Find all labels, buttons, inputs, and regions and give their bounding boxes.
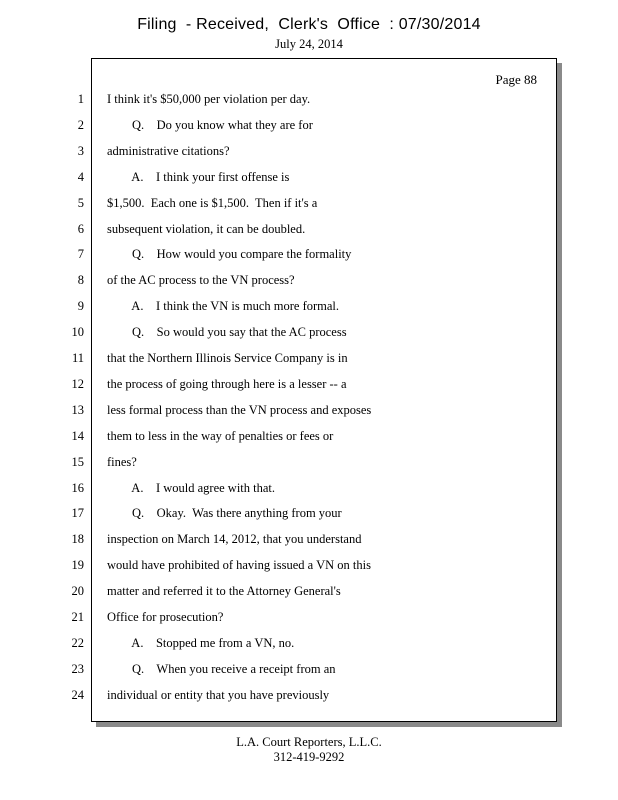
line-number: 8 [77, 273, 84, 288]
line-number: 13 [71, 402, 84, 417]
line-number: 23 [71, 661, 84, 676]
line-number: 18 [71, 532, 84, 547]
line-number: 24 [71, 687, 84, 702]
transcript-line [0, 170, 618, 190]
line-text: Office for prosecution? [107, 610, 224, 624]
transcript-date: July 24, 2014 [275, 37, 343, 51]
transcript-line [0, 377, 618, 397]
line-number: 21 [71, 610, 84, 624]
line-text: A. Stopped me from a VN, no. [107, 635, 295, 650]
transcript-line [0, 636, 618, 656]
line-text: A. I would agree with that. [107, 480, 276, 495]
transcript-line [0, 584, 618, 604]
line-number: 19 [71, 558, 84, 573]
line-text: Q. So would you say that the AC process [107, 325, 347, 340]
transcript-line [0, 610, 618, 630]
transcript-line [0, 688, 618, 708]
transcript-line [0, 222, 618, 242]
transcript-line [0, 481, 618, 501]
page-number: Page 88 [495, 72, 537, 87]
line-text: A. I think the VN is much more formal. [107, 299, 340, 314]
transcript-line [0, 351, 618, 371]
line-number: 1 [77, 92, 84, 106]
court-reporter-company: L.A. Court Reporters, L.L.C. [236, 735, 382, 749]
line-text: inspection on March 14, 2012, that you understand [107, 532, 362, 547]
line-number: 3 [77, 143, 84, 158]
line-text: A. I think your first offense is [107, 169, 290, 184]
transcript-line [0, 558, 618, 578]
transcript-line [0, 118, 618, 138]
line-number: 15 [71, 454, 84, 469]
line-text: of the AC process to the VN process? [107, 273, 295, 288]
transcript-line [0, 196, 618, 216]
line-text: individual or entity that you have previously [107, 687, 330, 702]
line-text: Q. Okay. Was there anything from your [107, 506, 342, 521]
transcript-line [0, 506, 618, 526]
line-text: Q. Do you know what they are for [107, 117, 313, 132]
filing-stamp: Filing - Received, Clerk's Office : 07/30/2014 [137, 16, 481, 33]
line-number: 20 [71, 584, 84, 599]
line-number: 16 [71, 480, 84, 495]
line-text: Q. How would you compare the formality [107, 247, 352, 262]
line-text: I think it's $50,000 per violation per day. [107, 92, 311, 106]
transcript-line [0, 144, 618, 164]
line-number: 12 [71, 376, 84, 391]
transcript-line [0, 662, 618, 682]
line-text: Q. When you receive a receipt from an [107, 661, 336, 676]
line-number: 22 [71, 635, 84, 650]
line-number: 5 [77, 195, 84, 210]
line-number: 10 [71, 325, 84, 340]
line-text: matter and referred it to the Attorney General's [107, 584, 341, 599]
line-number: 7 [77, 247, 84, 262]
line-number: 2 [77, 117, 84, 132]
transcript-line [0, 299, 618, 319]
line-number: 9 [77, 299, 84, 314]
line-text: fines? [107, 454, 137, 469]
line-text: less formal process than the VN process and exposes [107, 402, 372, 417]
line-number: 4 [77, 169, 84, 184]
transcript-line [0, 273, 618, 293]
line-text: would have prohibited of having issued a VN on this [107, 558, 371, 573]
line-text: $1,500. Each one is $1,500. Then if it's a [107, 195, 318, 210]
line-text: administrative citations? [107, 143, 230, 158]
line-text: them to less in the way of penalties or fees or [107, 428, 334, 443]
line-number: 14 [71, 428, 84, 443]
line-text: the process of going through here is a lesser -- a [107, 376, 347, 391]
transcript-line [0, 455, 618, 475]
line-number: 17 [71, 506, 84, 521]
transcript-line [0, 532, 618, 552]
line-text: subsequent violation, it can be doubled. [107, 221, 306, 236]
transcript-line [0, 325, 618, 345]
line-text: that the Northern Illinois Service Company is in [107, 351, 348, 365]
transcript-line [0, 429, 618, 449]
transcript-line [0, 92, 618, 112]
line-number: 11 [71, 351, 84, 365]
transcript-line [0, 247, 618, 267]
court-reporter-phone: 312-419-9292 [273, 750, 345, 764]
line-number: 6 [77, 221, 84, 236]
transcript-line [0, 403, 618, 423]
